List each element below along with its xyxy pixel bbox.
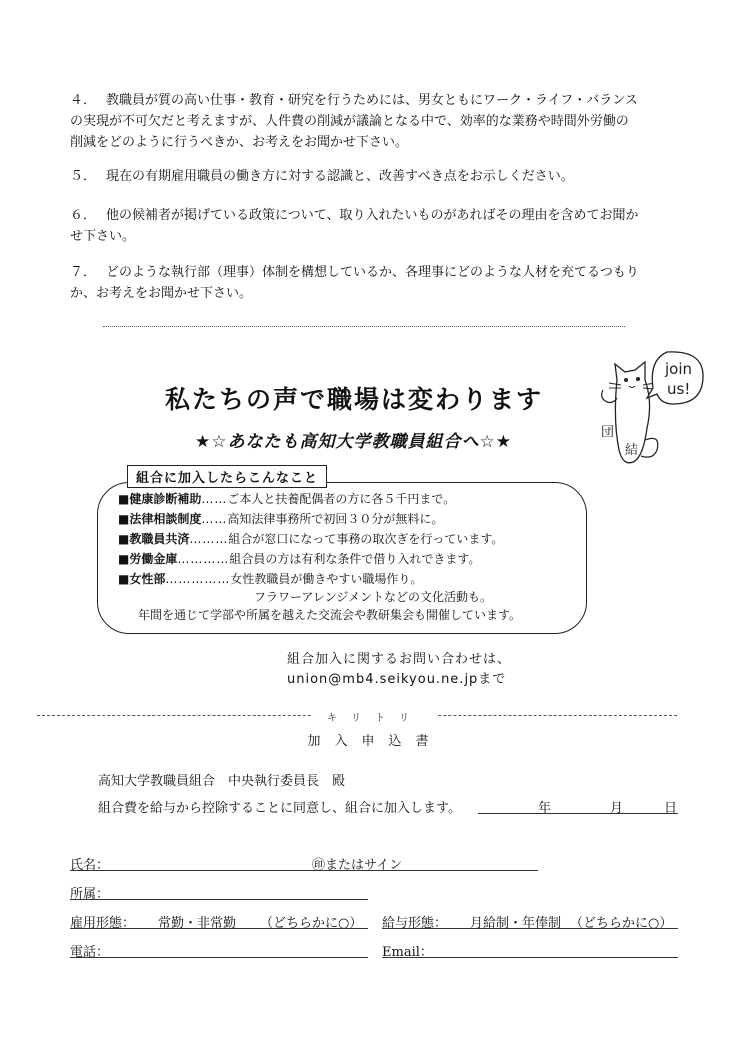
benefit-desc: 組合が窓口になって事務の取次ぎを行っています。	[228, 532, 504, 546]
benefit-desc: 高知法律事務所で初回３０分が無料に。	[227, 512, 444, 526]
question-number: ６．	[70, 208, 97, 223]
affiliation-field[interactable]	[70, 899, 368, 900]
recruit-headline: 私たちの声で職場は変わります	[165, 385, 544, 414]
mascot-cat-icon	[595, 350, 705, 470]
benefit-item: ■教職員共済………組合が窓口になって事務の取次ぎを行っています。	[118, 532, 504, 546]
date-field[interactable]	[478, 813, 678, 814]
benefit-item: ■労働金庫…………組合員の方は有利な条件で借り入れできます。	[118, 552, 481, 566]
question-text-line: 現在の有期雇用職員の働き方に対する認識と、改善すべき点をお示しください。	[106, 169, 574, 184]
date-day-label: 日	[664, 801, 678, 816]
contact-line: 組合加入に関するお問い合わせは、	[287, 652, 512, 667]
date-month-label: 月	[610, 801, 624, 816]
question-7	[70, 262, 682, 304]
form-addressee: 高知大学教職員組合 中央執行委員長 殿	[98, 774, 346, 789]
salary-options[interactable]: 月給制・年俸制	[470, 916, 562, 931]
email-label: Email：	[382, 945, 433, 960]
question-number: ７．	[70, 265, 97, 280]
mascot-text: 団	[601, 425, 615, 440]
benefit-name: 健康診断補助	[129, 492, 202, 506]
contact-email[interactable]: union@mb4.seikyou.ne.jpまで	[287, 672, 507, 687]
benefit-extra-line: 年間を通じて学部や所属を越えた交流会や教研集会も開催しています。	[138, 608, 522, 622]
question-text-line: どのような執行部（理事）体制を構想しているか、各理事にどのような人材を充てるつもり	[106, 265, 639, 280]
benefit-name: 教職員共済	[129, 532, 190, 546]
salary-note: （どちらかに○）	[570, 916, 673, 931]
benefit-name: 労働金庫	[129, 552, 178, 566]
section-divider	[103, 326, 625, 327]
speech-bubble-line: us!	[667, 380, 691, 398]
salary-label: 給与形態：	[382, 916, 448, 931]
affiliation-label: 所属：	[70, 887, 110, 902]
email-field[interactable]	[382, 957, 678, 958]
form-consent: 組合費を給与から控除することに同意し、組合に加入します。	[98, 801, 461, 816]
question-5	[70, 166, 682, 187]
question-text-line: 他の候補者が掲げている政策について、取り入れたいものがあればその理由を含めてお聞か	[106, 208, 639, 223]
cut-line-label: キリトリ	[0, 709, 750, 724]
benefits-title: 組合に加入したらこんなこと	[127, 465, 327, 488]
question-text-line: 教職員が質の高い仕事・教育・研究を行うためには、男女ともにワーク・ライフ・バランス	[106, 93, 638, 108]
recruit-subheadline: ★☆あなたも高知大学教職員組合へ☆★	[195, 432, 512, 452]
benefit-name: 女性部	[129, 572, 166, 586]
question-text-line: せ下さい。	[70, 229, 136, 244]
question-text-line: 削減をどのように行うべきか、お考えをお聞かせ下さい。	[70, 135, 409, 150]
question-text-line: か、お考えをお聞かせ下さい。	[70, 286, 253, 301]
benefit-desc: 組合員の方は有利な条件で借り入れできます。	[229, 552, 481, 566]
name-label: 氏名：	[70, 858, 110, 873]
employment-options[interactable]: 常勤・非常勤	[158, 916, 237, 931]
mascot-text: 結	[625, 443, 639, 458]
seal-label: ㊞またはサイン	[312, 858, 403, 873]
question-number: ５．	[70, 169, 97, 184]
phone-field[interactable]	[70, 957, 368, 958]
question-6	[70, 205, 682, 247]
speech-bubble-line: join	[665, 360, 693, 378]
employment-label: 雇用形態：	[70, 916, 136, 931]
salary-field	[382, 928, 678, 929]
phone-label: 電話：	[70, 945, 110, 960]
benefit-name: 法律相談制度	[129, 512, 202, 526]
benefit-item: ■健康診断補助……ご本人と扶養配偶者の方に各５千円まで。	[118, 492, 456, 506]
employment-note: （どちらかに○）	[260, 916, 363, 931]
employment-field	[70, 928, 368, 929]
name-field[interactable]	[70, 870, 538, 871]
question-number: ４．	[70, 93, 97, 108]
form-title: 加入申込書	[307, 734, 443, 749]
benefit-extra-line: フラワーアレンジメントなどの文化活動も。	[254, 590, 492, 604]
question-4	[70, 90, 682, 153]
benefit-item: ■女性部……………女性教職員が働きやすい職場作り。	[118, 572, 423, 586]
benefit-desc: ご本人と扶養配偶者の方に各５千円まで。	[227, 492, 456, 506]
question-text-line: の実現が不可欠だと考えますが、人件費の削減が議論となる中で、効率的な業務や時間外労働の	[70, 114, 629, 129]
benefit-item: ■法律相談制度……高知法律事務所で初回３０分が無料に。	[118, 512, 444, 526]
date-year-label: 年	[538, 801, 552, 816]
benefit-desc: 女性教職員が働きやすい職場作り。	[230, 572, 423, 586]
